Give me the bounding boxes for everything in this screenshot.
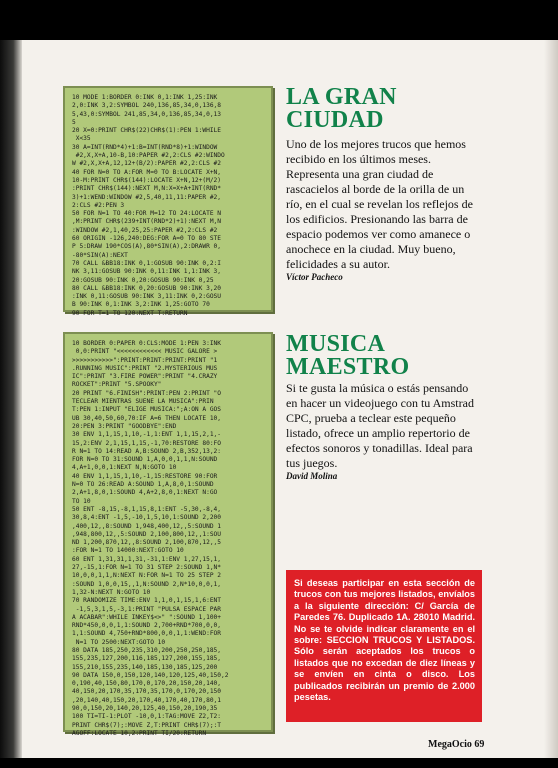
article-text: Si te gusta la música o estás pensando en hacer un videojuego con tu Amstrad CPC, prueba a teclear este pequeño listado, ofrece un amplio repertorio de efectos sonoros y tonadillas. Ideal para tus juegos. xyxy=(286,381,474,470)
article-title-la-gran-ciudad xyxy=(286,86,397,132)
page-edge xyxy=(544,40,558,758)
listing-la-gran-ciudad: 10 MODE 1:BORDER 0:INK 0,1:INK 1,25:INK 2,0:INK 3,2:SYMBOL 240,136,85,34,0,136,8 5,43,0:SYMBOL 241,85,34,0,136,85,34,0,13 5 20 X=0:PRINT CHR$(22)CHR$(1):PEN 1:WHILE X<35 30 A=INT(RND*4)+1:B=INT(RND*8)+1:WINDOW #2,X,X+A,10-B,10:PAPER #2,2:CLS #2:WINDO W #2,X,X+A,12,12+(B/2):PAPER #2,2:CLS #2 40 FOR N=0 TO A:FOR M=0 TO B:LOCATE X+N, 10-M:PRINT CHR$(144):LOCATE X+N,12+(M/2) :PRINT CHR$(144):NEXT M,N:X=X+A+INT(RND* 3)+1:WEND:WINDOW #2,5,40,11,11:PAPER #2, 2:CLS #2:PEN 3 50 FOR N=1 TO 40:FOR M=12 TO 24:LOCATE N ,M:PRINT CHR$(239+INT(RND*2)+1):NEXT M,N :WINDOW #2,1,40,25,25:PAPER #2,2:CLS #2 60 ORIGIN -126,240:DEG:FOR A=0 TO 80 STE P 5:DRAW 190*COS(A),80*SIN(A),2:DRAWR 0, -80*SIN(A):NEXT 70 CALL &BB18:INK 0,1:GOSUB 90:INK 0,2:I NK 3,11:GOSUB 90:INK 0,11:INK 1,1:INK 3, 20:GOSUB 90:INK 0,20:GOSUB 90:INK 0,25 80 CALL &BB18:INK 0,20:GOSUB 90:INK 3,20 :INK 0,11:GOSUB 90:INK 3,11:INK 0,2:GOSU B 90:INK 0,1:INK 3,2:INK 1,25:GOTO 70 90 FOR T=1 TO 120:NEXT T:RETURN xyxy=(63,86,273,312)
article-body-musica-maestro xyxy=(286,381,482,482)
page-spine xyxy=(0,40,22,758)
article-author: Víctor Pacheco xyxy=(286,272,343,282)
submission-info-box: Si deseas participar en esta sección de trucos con tus mejores listados, envíalos a la siguiente dirección: C/ García de Paredes 76. Duplicado 1A. 28010 Madrid. No se te olvide indicar claramente en el sobre: SECCION TRUCOS Y LISTADOS. Sólo serán aceptados los trucos o listados que no excedan de diez líneas y se envíen en cinta o disco. Los publicados recibirán un premio de 2.000 pesetas. xyxy=(286,570,482,722)
article-text: Uno de los mejores trucos que hemos recibido en los últimos meses. Representa una gran ciudad de rascacielos al borde de la orilla de un río, en el cual se revelan los reflejos de los edificios. Presionando las barra de espacio podemos ver como amanece o anochece en la ciudad. Muy bueno, felicidades a su autor. xyxy=(286,137,473,271)
page-number: MegaOcio 69 xyxy=(428,739,485,750)
title-line-1: MUSICA xyxy=(286,331,386,357)
title-line-2: MAESTRO xyxy=(286,354,410,380)
article-body-la-gran-ciudad xyxy=(286,137,482,283)
article-title-musica-maestro xyxy=(286,333,409,379)
listing-musica-maestro: 10 BORDER 0:PAPER 0:CLS:MODE 1:PEN 3:INK 0,0:PRINT "<<<<<<<<<<<< MUSIC GALORE > >>>>>>>>>>>":PRINT:PRINT:PRINT:PRINT "1 .RUNNING MUSIC":PRINT "2.MYSTERIOUS MUS IC":PRINT "3.FIRE POWER":PRINT "4.CRAZY ROCKET":PRINT "5.SPOOKY" 20 PRINT "6.FINISH":PRINT:PEN 2:PRINT "O TECLEAR MIENTRAS SUENE LA MUSICA":PRIN T:PEN 1:INPUT "ELIGE MUSICA:";A:ON A GOS UB 30,40,50,60,70:IF A=6 THEN LOCATE 10, 20:PEN 3:PRINT "GOODBYE":END 30 ENV 1,1,15,1,10,-1,1:ENT 1,1,15,2,1,- 15,2:ENV 2,1,15,1,15,-1,70:RESTORE 80:FO R N=1 TO 14:READ A,B:SOUND 2,B,352,13,2: FOR N=0 TO 31:SOUND 1,A,0,0,1,1,N:SOUND 4,A+1,0,0,1:NEXT N,N:GOTO 10 40 ENV 1,1,15,1,10,-1,15:RESTORE 90:FOR N=0 TO 26:READ A:SOUND 1,A,8,0,1:SOUND 2,A+1,8,0,1:SOUND 4,A+2,8,0,1:NEXT N:GO TO 10 50 ENT -8,15,-8,1,15,8,1:ENT -5,30,-8,4, 30,8,4:ENT -1,5,-10,1,5,10,1:SOUND 2,200 ,400,12,,8:SOUND 1,948,400,12,,5:SOUND 1 ,948,800,12,,5:SOUND 2,100,800,12,,1:SOU ND 1,200,870,12,,8:SOUND 2,100,870,12,,5 :FOR N=1 TO 14000:NEXT:GOTO 10 60 ENT 1,31,31,1,31,-31,1:ENV 1,27,15,1, 27,-15,1:FOR N=1 TO 31 STEP 2:SOUND 1,N* 10,0,0,1,1,N:NEXT N:FOR N=1 TO 25 STEP 2 :SOUND 1,0,0,15,,1,N:SOUND 2,N*10,0,0,1, 1,32-N:NEXT N:GOTO 10 70 RANDOMIZE TIME:ENV 1,1,0,1,15,1,6:ENT -1,5,3,1,5,-3,1:PRINT "PULSA ESPACE PAR A ACABAR":WHILE INKEY$<>" ":SOUND 1,100+ RND*450,0,0,1,1:SOUND 2,700+RND*700,0,0, 1,1:SOUND 4,750+RND*800,0,0,1,1:WEND:FOR N=1 TO 2500:NEXT:GOTO 10 80 DATA 185,250,235,310,200,250,250,185, 155,235,127,200,116,185,127,200,155,185, 155,210,155,235,140,185,130,185,125,200 90 DATA 150,0,150,120,140,120,125,40,150,2 0,190,40,150,80,170,0,170,20,150,20,140, 40,150,20,170,35,170,35,170,0,170,20,150 ,20,140,40,150,20,170,40,170,40,170,80,1 90,0,150,20,140,20,125,40,150,20,190,35 100 TI=TI-1:PLOT -10,0,1:TAG:MOVE Z2,T2: PRINT CHR$(7);:MOVE Z,T:PRINT CHR$(7);:T AGOFF:LOCATE 10,2:PRINT TI/20:RETURN xyxy=(63,332,273,732)
article-author: David Molina xyxy=(286,471,338,481)
title-line-1: LA GRAN xyxy=(286,84,397,110)
title-line-2: CIUDAD xyxy=(286,107,384,133)
